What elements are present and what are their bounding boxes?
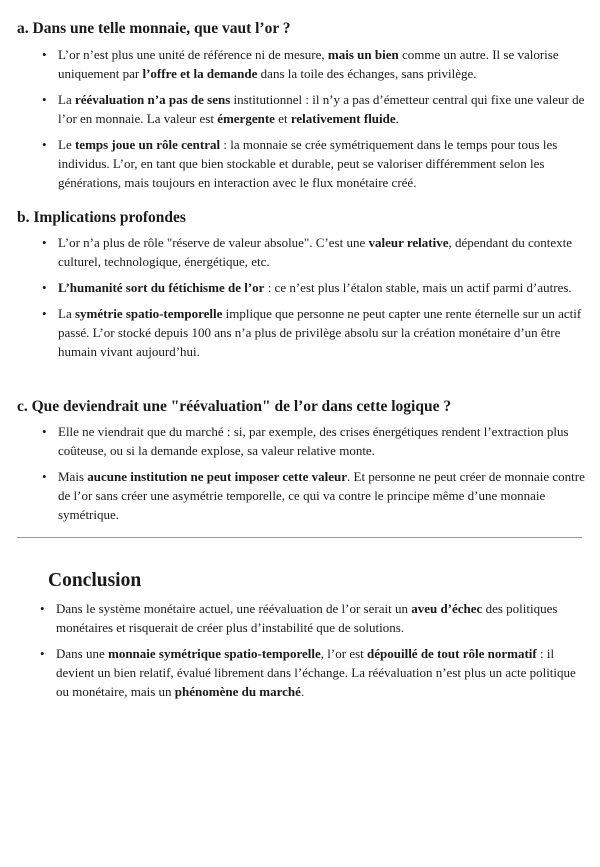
list-item: • Elle ne viendrait que du marché : si, par exemple, des crises énergétiques rendent l’extraction plus coûteuse, ou si la demande explose, sa valeur relative monte. [40,422,585,460]
list-item: • L’or n’a plus de rôle "réserve de valeur absolue". C’est une valeur relative, dépendant du contexte culturel, technologique, énergétique, etc. [40,233,585,271]
section-b-heading: b. Implications profondes [17,209,186,226]
list-item: • Dans le système monétaire actuel, une réévaluation de l’or serait un aveu d’échec des politiques monétaires et risquerait de créer plus d’instabilité que de solutions. [38,599,585,637]
list-item: • Mais aucune institution ne peut imposer cette valeur. Et personne ne peut créer de monnaie contre de l’or sans créer une asymétrie temporelle, ce qui va contre le principe même d’une monnaie symétrique. [40,467,585,524]
section-c-list [40,422,585,531]
section-a-heading: a. Dans une telle monnaie, que vaut l’or ? [17,20,291,37]
section-a-list [40,45,585,199]
section-divider [17,537,582,538]
list-item: • L’or n’est plus une unité de référence ni de mesure, mais un bien comme un autre. Il se valorise uniquement par l’offre et la demande dans la toile des échanges, sans privilège. [40,45,585,83]
section-c-heading: c. Que deviendrait une "réévaluation" de l’or dans cette logique ? [17,398,452,415]
list-item: • La réévaluation n’a pas de sens institutionnel : il n’y a pas d’émetteur central qui fixe une valeur de l’or en monnaie. La valeur est émergente et relativement fluide. [40,90,585,128]
list-item: • L’humanité sort du fétichisme de l’or : ce n’est plus l’étalon stable, mais un actif parmi d’autres. [40,278,585,297]
list-item: • Le temps joue un rôle central : la monnaie se crée symétriquement dans le temps pour tous les individus. L’or, en tant que bien stockable et durable, peut se valoriser différemment selon les générations, mais toujours en interaction avec le flux monétaire créé. [40,135,585,192]
conclusion-heading: Conclusion [48,570,142,591]
list-item: • Dans une monnaie symétrique spatio-temporelle, l’or est dépouillé de tout rôle normatif : il devient un bien relatif, évalué librement dans l’échange. La réévaluation n’est plus un acte politique ou monétaire, mais un phénomène du marché. [38,644,585,701]
section-b-list [40,233,585,368]
conclusion-list [38,599,585,708]
list-item: • La symétrie spatio-temporelle implique que personne ne peut capter une rente éternelle sur un actif passé. L’or stocké depuis 100 ans n’a plus de privilège absolu sur la création monétaire d’un être humain vivant aujourd’hui. [40,304,585,361]
